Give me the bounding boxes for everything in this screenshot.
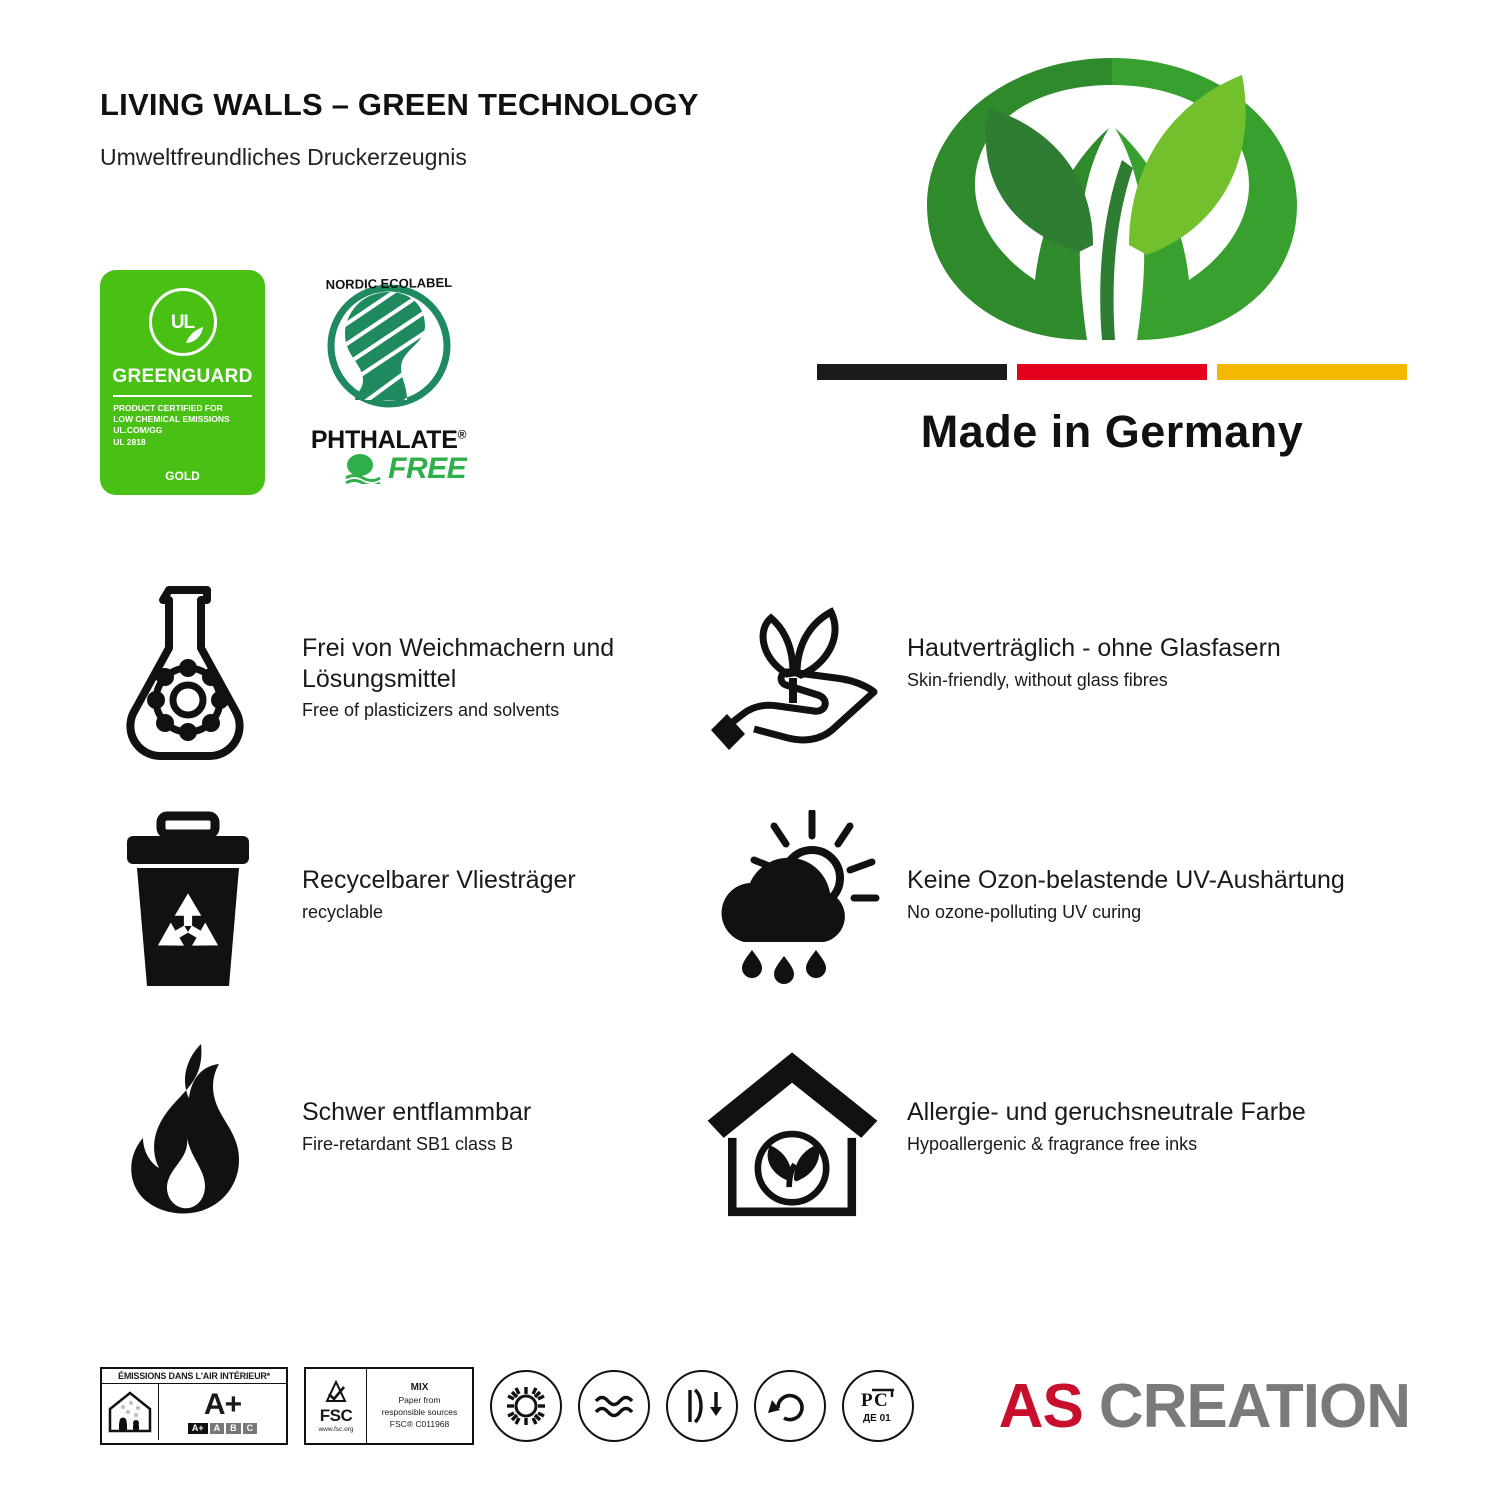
- emission-grade-scale: [188, 1423, 257, 1434]
- grade-step: C: [243, 1423, 258, 1434]
- fsc-code: FSC® C011968: [389, 1418, 450, 1429]
- feature-label-de: Allergie- und geruchsneutrale Farbe: [907, 1098, 1306, 1126]
- washable-icon: [578, 1370, 650, 1442]
- feature-item: [700, 575, 1425, 807]
- light-fastness-icon: [490, 1370, 562, 1442]
- german-flag-bars: [817, 364, 1407, 380]
- strippable-icon: [666, 1370, 738, 1442]
- eac-icon: [842, 1370, 914, 1442]
- feature-label-en: Hypoallergenic & fragrance free inks: [907, 1133, 1198, 1154]
- phthalate-label: PHTHALATE®: [310, 426, 467, 454]
- feature-grid: [95, 575, 1425, 1271]
- brand-logo: [999, 1371, 1410, 1442]
- feature-label-de: Hautverträglich - ohne Glasfasern: [907, 634, 1281, 662]
- certification-badges: [100, 270, 476, 495]
- phthalate-free-mark: [311, 428, 466, 484]
- fsc-tree-checkmark-icon: [323, 1379, 349, 1405]
- feature-label-en: Fire-retardant SB1 class B: [302, 1133, 514, 1154]
- greenguard-badge: [100, 270, 265, 495]
- flag-bar-red: [1017, 364, 1207, 380]
- recycle-bin-icon: [95, 807, 280, 997]
- emission-label-title: ÉMISSIONS DANS L'AIR INTÉRIEUR*: [102, 1369, 286, 1384]
- green-drop-icon: [344, 454, 384, 484]
- made-in-germany-block: [802, 40, 1422, 458]
- greenguard-detail-line: UL.COM/GG: [113, 425, 163, 436]
- feature-text: [302, 575, 700, 722]
- brand-as: AS: [998, 1371, 1083, 1441]
- removable-icon: [754, 1370, 826, 1442]
- leaf-icon: [183, 324, 205, 346]
- greenguard-details: [113, 403, 252, 448]
- nordic-ecolabel-icon: [313, 270, 465, 422]
- feature-text: [907, 1039, 1306, 1155]
- feature-label-de: Keine Ozon-belastende UV-Aushärtung: [907, 866, 1345, 894]
- brand-creation: CREATION: [1098, 1371, 1410, 1441]
- flag-bar-gold: [1217, 364, 1407, 380]
- indoor-air-icon: [102, 1384, 159, 1440]
- sun-cloud-rain-icon: [700, 807, 885, 997]
- feature-label-en: No ozone-polluting UV curing: [907, 901, 1142, 922]
- footer-icon-row: [100, 1367, 914, 1445]
- emission-grade: A+: [203, 1388, 242, 1421]
- footer: [100, 1367, 1410, 1445]
- svg-text:P: P: [861, 1390, 873, 1411]
- fsc-line1: Paper from: [398, 1395, 441, 1406]
- svg-text:ДЕ 01: ДЕ 01: [863, 1413, 891, 1424]
- feature-item: [95, 575, 700, 807]
- grade-step: A+: [188, 1423, 208, 1434]
- feature-text: [907, 575, 1281, 691]
- greenguard-detail-line: UL 2818: [113, 436, 146, 447]
- svg-text:C: C: [874, 1390, 888, 1411]
- feature-item: [95, 1039, 700, 1271]
- fsc-line2: responsible sources: [381, 1407, 458, 1418]
- hand-plant-icon: [700, 575, 885, 765]
- feature-label-en: recyclable: [302, 901, 384, 922]
- feature-text: [302, 807, 576, 923]
- fsc-mix: MIX: [410, 1382, 429, 1394]
- emission-grade-block: [159, 1384, 286, 1440]
- phthalate-free-label: FREE: [311, 454, 466, 484]
- nordic-phthalate-group: [301, 270, 476, 484]
- feature-text: [302, 1039, 531, 1155]
- made-in-germany-label: Made in Germany: [920, 406, 1304, 457]
- page-subtitle: Umweltfreundliches Druckerzeugnis: [100, 144, 467, 171]
- grade-step: A: [210, 1423, 225, 1434]
- fsc-label: [304, 1367, 474, 1445]
- greenguard-divider: [113, 395, 252, 397]
- ul-mark-label: UL: [170, 311, 195, 333]
- green-leaf-logo-icon: [897, 40, 1327, 350]
- feature-label-de: Frei von Weichmachern und Lösungsmittel: [302, 634, 615, 693]
- feature-label-en: Skin-friendly, without glass fibres: [907, 669, 1168, 690]
- flag-bar-black: [817, 364, 1007, 380]
- fsc-claim: [366, 1369, 472, 1443]
- feature-label-de: Recycelbarer Vliesträger: [302, 866, 576, 894]
- emission-label: [100, 1367, 288, 1445]
- fsc-url: www.fsc.org: [318, 1426, 354, 1433]
- feature-label-en: Free of plasticizers and solvents: [302, 700, 560, 720]
- fsc-logo: [306, 1377, 366, 1435]
- feature-label-de: Schwer entflammbar: [302, 1098, 532, 1126]
- page-title: LIVING WALLS – GREEN TECHNOLOGY: [100, 87, 699, 122]
- feature-item: [700, 807, 1425, 1039]
- flame-icon: [95, 1039, 280, 1229]
- greenguard-detail-line: LOW CHEMICAL EMISSIONS: [113, 414, 230, 425]
- feature-item: [95, 807, 700, 1039]
- greenguard-level: GOLD: [165, 469, 200, 483]
- svg-text:NORDIC ECOLABEL: NORDIC ECOLABEL: [325, 274, 452, 293]
- grade-step: B: [226, 1423, 241, 1434]
- feature-item: [700, 1039, 1425, 1271]
- greenguard-detail-line: PRODUCT CERTIFIED FOR: [113, 403, 223, 413]
- house-leaf-icon: [700, 1039, 885, 1229]
- feature-text: [907, 807, 1345, 923]
- fsc-logo-text: FSC: [319, 1406, 353, 1425]
- greenguard-name: GREENGUARD: [112, 366, 253, 387]
- flask-icon: [95, 575, 280, 765]
- ul-mark-icon: [149, 288, 217, 356]
- header-text-block: [100, 88, 820, 171]
